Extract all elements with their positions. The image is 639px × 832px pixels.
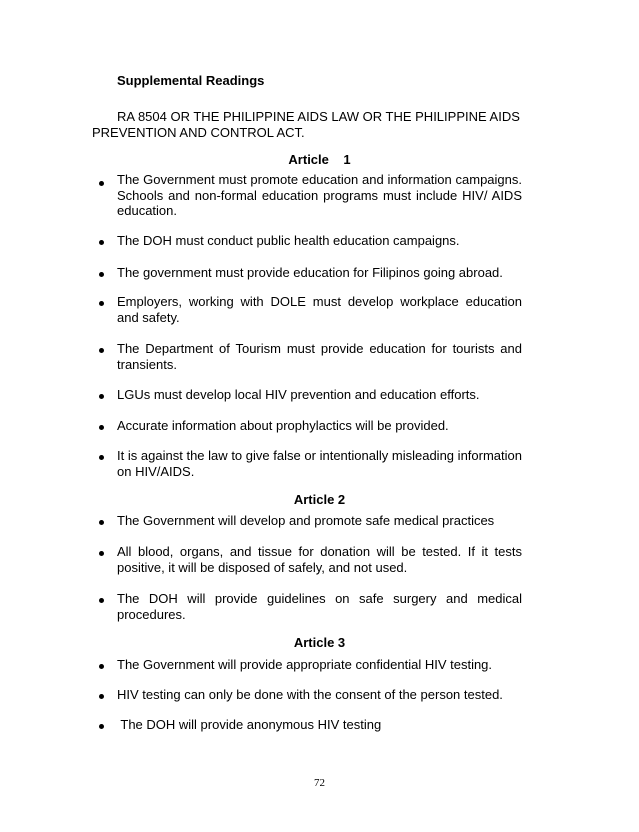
bullet-icon: [99, 724, 104, 729]
bullet-icon: [99, 240, 104, 245]
list-item: Accurate information about prophylactics will be provided.: [117, 418, 449, 433]
list-item: The Government must promote education and information campaigns. Schools and non-formal education programs must include HIV/ AIDS education.: [117, 172, 522, 218]
list-item: The DOH will provide anonymous HIV testing: [117, 717, 382, 732]
list-item: The Department of Tourism must provide education for tourists and transients.: [117, 341, 522, 372]
list-item: The DOH must conduct public health education campaigns.: [117, 233, 460, 248]
page-number: 72: [314, 777, 325, 789]
law-title-line-1: RA 8504 OR THE PHILIPPINE AIDS LAW OR THE PHILIPPINE AIDS: [117, 109, 520, 124]
list-item: The government must provide education for Filipinos going abroad.: [117, 265, 503, 280]
bullet-icon: [99, 664, 104, 669]
bullet-icon: [99, 694, 104, 699]
list-item: The DOH will provide guidelines on safe surgery and medical procedures.: [117, 591, 522, 622]
article-3-title: Article 3: [293, 635, 346, 650]
section-heading: Supplemental Readings: [117, 73, 265, 88]
list-item: The Government will provide appropriate confidential HIV testing.: [117, 657, 493, 672]
bullet-icon: [99, 598, 104, 603]
bullet-icon: [99, 425, 104, 430]
bullet-icon: [99, 455, 104, 460]
bullet-icon: [99, 301, 104, 306]
list-item: HIV testing can only be done with the consent of the person tested.: [117, 687, 503, 702]
list-item: All blood, organs, and tissue for donation will be tested. If it tests positive, it will be disposed of safely, and not used.: [117, 544, 522, 575]
bullet-icon: [99, 394, 104, 399]
bullet-icon: [99, 551, 104, 556]
article-2-title: Article 2: [293, 492, 346, 507]
list-item: It is against the law to give false or intentionally misleading information on HIV/AIDS.: [117, 448, 522, 479]
list-item: The Government will develop and promote safe medical practices: [117, 513, 495, 528]
list-item: LGUs must develop local HIV prevention and education efforts.: [117, 387, 480, 402]
article-1-title: Article 1: [288, 152, 351, 167]
bullet-icon: [99, 348, 104, 353]
law-title-line-2: PREVENTION AND CONTROL ACT.: [92, 125, 305, 140]
list-item: Employers, working with DOLE must develop workplace education and safety.: [117, 294, 522, 325]
bullet-icon: [99, 181, 104, 186]
bullet-icon: [99, 272, 104, 277]
bullet-icon: [99, 520, 104, 525]
